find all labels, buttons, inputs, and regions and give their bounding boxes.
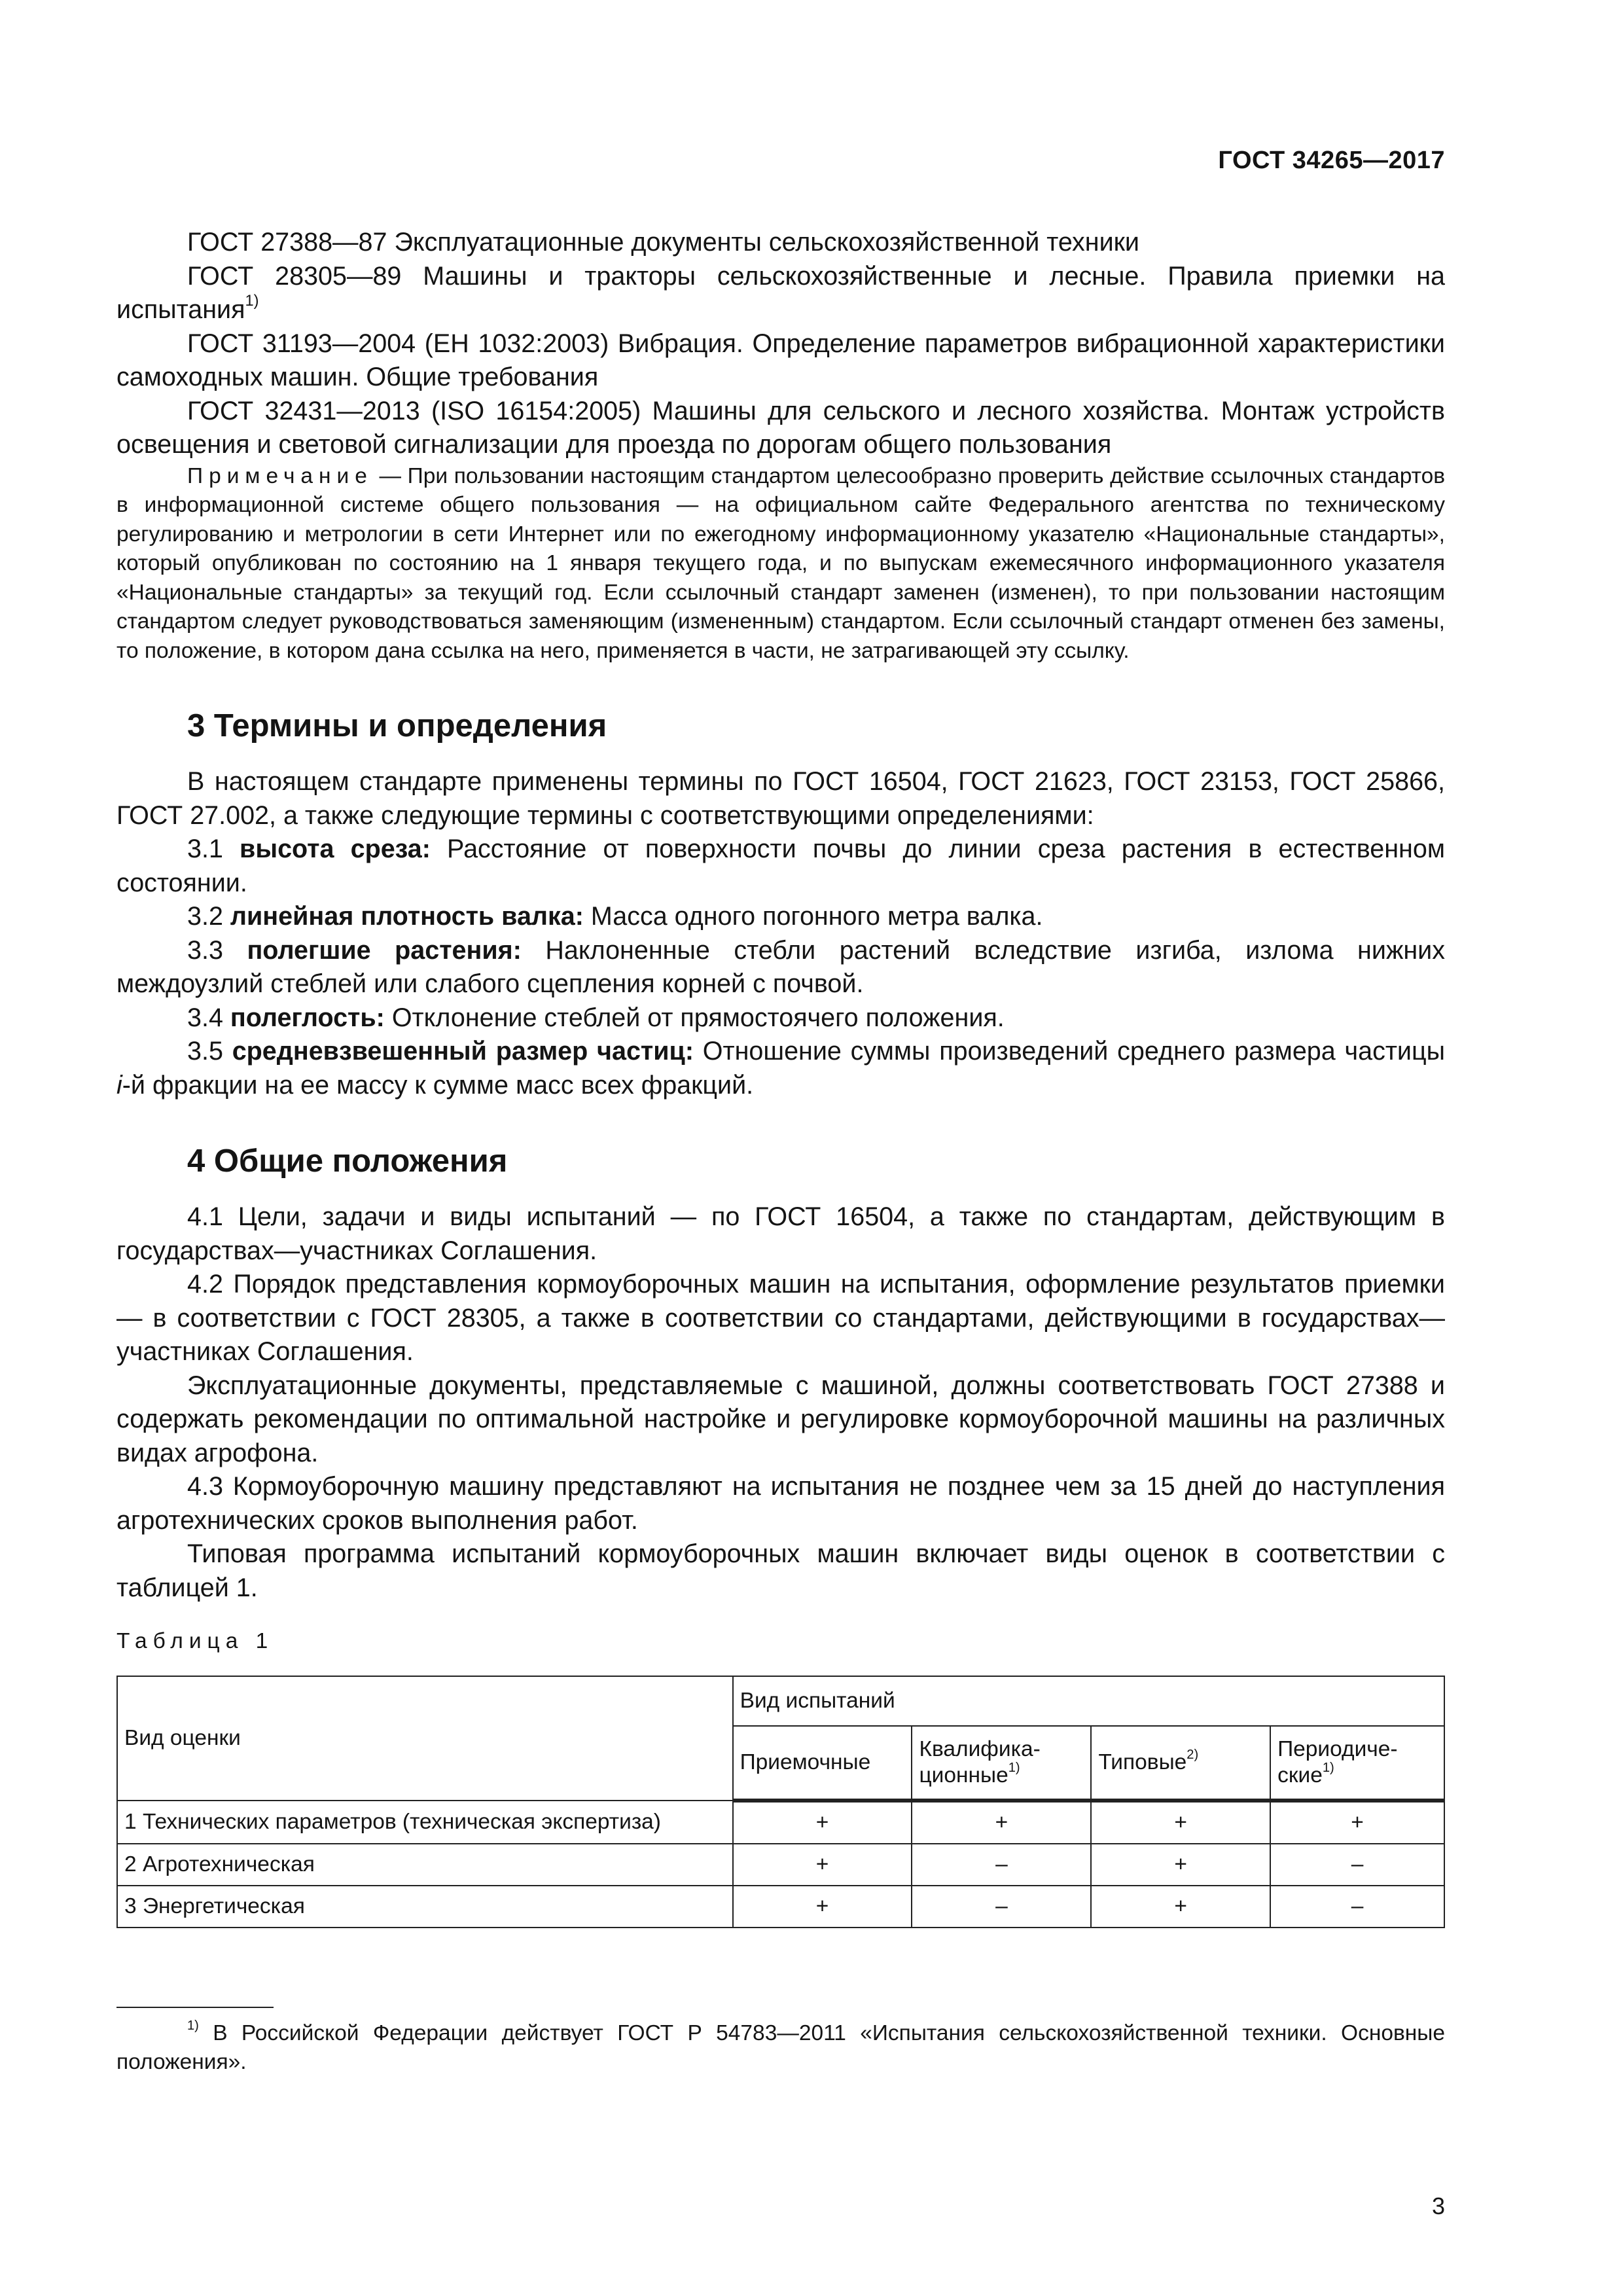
- header-col: Приемочные: [733, 1726, 912, 1801]
- header-assessment-type: Вид оценки: [117, 1676, 733, 1801]
- table-cell: –: [1270, 1844, 1444, 1886]
- reference-item: ГОСТ 32431—2013 (ISO 16154:2005) Машины для сельского и лесного хозяйства. Монтаж устройств освещения и световой сигнализации для проезда по дорогам общего пользования: [116, 396, 1445, 459]
- footnote-ref: 1): [245, 293, 259, 310]
- general-paragraph: 4.1 Цели, задачи и виды испытаний — по ГОСТ 16504, а также по стандартам, действующим в государствах—участниках Соглашения.: [116, 1202, 1445, 1265]
- reference-item: ГОСТ 28305—89 Машины и тракторы сельскохозяйственные и лесные. Правила приемки на испытания$^{1)}$: [116, 261, 1445, 324]
- page-number: 3: [1431, 2193, 1445, 2219]
- table-row: [117, 1801, 1444, 1844]
- table-cell: –: [1270, 1886, 1444, 1928]
- footnote-mark: 1): [187, 2018, 199, 2033]
- row-label: 2 Агротехническая: [117, 1844, 733, 1886]
- table-cell: +: [1091, 1886, 1270, 1928]
- table-row: [117, 1844, 1444, 1886]
- general-paragraph: 4.2 Порядок представления кормоуборочных машин на испытания, оформление результатов приемки — в соответствии с ГОСТ 28305, а также в соответствии со стандартами, действующими в государствах—участниках Соглашения.: [116, 1270, 1445, 1366]
- term-name: полегшие растения:: [247, 935, 522, 965]
- standard-code-header: ГОСТ 34265—2017: [1218, 147, 1445, 174]
- table-cell: +: [1270, 1801, 1444, 1844]
- header-col: Квалифика-ционные$^{1)}$: [912, 1726, 1091, 1801]
- term-item: 3.3 полегшие растения: Наклоненные стебли растений вследствие изгиба, излома нижних междоузлий стеблей или слабого сцепления корней с почвой.: [116, 935, 1445, 998]
- term-name: линейная плотность валка:: [230, 902, 584, 931]
- note-paragraph: [116, 462, 1445, 666]
- term-item: 3.1 высота среза: Расстояние от поверхности почвы до линии среза растения в естественном состоянии.: [116, 834, 1445, 897]
- footnote: [116, 2019, 1445, 2077]
- term-name: полеглость:: [230, 1003, 385, 1032]
- general-paragraph: Типовая программа испытаний кормоуборочных машин включает виды оценок в соответствии с таблицей 1.: [116, 1539, 1445, 1602]
- reference-item: ГОСТ 31193—2004 (ЕН 1032:2003) Вибрация. Определение параметров вибрационной характеристики самоходных машин. Общие требования: [116, 329, 1445, 391]
- table-cell: +: [1091, 1844, 1270, 1886]
- row-label: 1 Технических параметров (техническая экспертиза): [117, 1801, 733, 1844]
- section-heading-terms: 3 Термины и определения: [187, 708, 607, 744]
- table-cell: +: [733, 1886, 912, 1928]
- note-text: — При пользовании настоящим стандартом целесообразно проверить действие ссылочных стандартов в информационной системе общего пользования — на официальном сайте Федерального агентства по техническому регулированию и метрологии в сети Интернет или по ежегодному информационному указателю «Национальные стандарты», который опубликован по состоянию на 1 января текущего года, и по выпускам ежемесячного информационного указателя «Национальные стандарты» за текущий год. Если ссылочный стандарт заменен (изменен), то при пользовании настоящим стандартом следует руководствоваться заменяющим (измененным) стандартом. Если ссылочный стандарт отменен без замены, то положение, в котором дана ссылка на него, применяется в части, не затрагивающей эту ссылку.: [116, 463, 1445, 663]
- header-test-type: Вид испытаний: [733, 1676, 1444, 1726]
- table-cell: –: [912, 1886, 1091, 1928]
- row-label: 3 Энергетическая: [117, 1886, 733, 1928]
- term-item: 3.5 средневзвешенный размер частиц: Отношение суммы произведений среднего размера частицы i-й фракции на ее массу к сумме масс всех фракций.: [116, 1037, 1445, 1100]
- general-paragraph: Эксплуатационные документы, представляемые с машиной, должны соответствовать ГОСТ 27388 и содержать рекомендации по оптимальной настройке и регулировке кормоуборочной машины на различных видах агрофона.: [116, 1371, 1445, 1467]
- term-item: 3.4 полеглость: Отклонение стеблей от прямостоячего положения.: [187, 1003, 1005, 1032]
- general-paragraph: 4.3 Кормоуборочную машину представляют на испытания не позднее чем за 15 дней до наступления агротехнических сроков выполнения работ.: [116, 1472, 1445, 1535]
- table-cell: –: [912, 1844, 1091, 1886]
- table-cell: +: [1091, 1801, 1270, 1844]
- table-caption: Таблица 1: [116, 1629, 274, 1653]
- note-label: Примечание: [187, 463, 373, 488]
- reference-item: ГОСТ 27388—87 Эксплуатационные документы сельскохозяйственной техники: [187, 228, 1139, 257]
- term-name: средневзвешенный размер частиц:: [232, 1037, 694, 1066]
- term-name: высота среза:: [240, 834, 431, 863]
- assessment-table: [116, 1676, 1445, 1928]
- section-heading-general: 4 Общие положения: [187, 1143, 508, 1179]
- table-cell: +: [912, 1801, 1091, 1844]
- term-item: 3.2 линейная плотность валка: Масса одного погонного метра валка.: [187, 902, 1043, 931]
- footnote-text: В Российской Федерации действует ГОСТ Р 54783—2011 «Испытания сельскохозяйственной техники. Основные положения».: [116, 2021, 1445, 2074]
- table-row: [117, 1886, 1444, 1928]
- footnote-divider: [116, 2007, 274, 2008]
- table-cell: +: [733, 1844, 912, 1886]
- document-body: [116, 226, 1445, 1928]
- header-col: Типовые$^{2)}$: [1091, 1726, 1270, 1801]
- header-col: Периодиче-ские$^{1)}$: [1270, 1726, 1444, 1801]
- terms-intro: В настоящем стандарте применены термины по ГОСТ 16504, ГОСТ 21623, ГОСТ 23153, ГОСТ 25866, ГОСТ 27.002, а также следующие термины с соответствующими определениями:: [116, 767, 1445, 830]
- table-cell: +: [733, 1801, 912, 1844]
